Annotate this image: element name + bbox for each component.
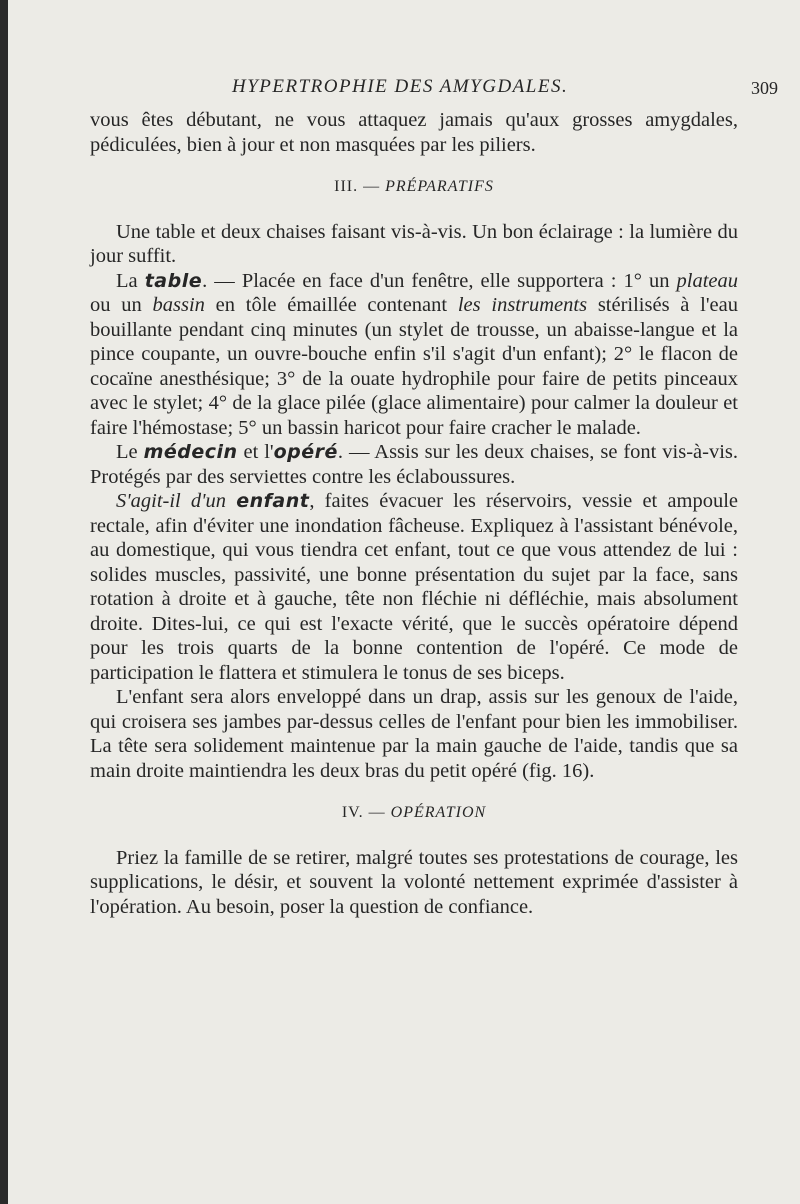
text-run: stérilisés à l'eau bouillante pendant cinq minutes (un stylet de trousse, un abaisse-langue et la pince coupante, un ouvre-bouche enfin s'il s'agit d'un enfant); 2° le flacon de cocaïne anesthésique; 3° de la ouate hydrophile pour faire de petits pinceaux avec le stylet; 4° de la glace pilée (glace alimentaire) pour calmer la douleur et faire l'hémostase; 5° un bassin haricot pour faire cracher le malade.: [90, 294, 738, 439]
paragraph-enfant: [90, 489, 738, 685]
text-run: La: [116, 269, 138, 292]
text-run: . — Assis sur les deux chaises, se font vis-à-vis. Protégés par des serviettes contre les éclaboussures.: [90, 441, 739, 488]
section-heading-operation: [90, 801, 738, 826]
section-title: PRÉPARATIFS: [385, 178, 494, 195]
term-enfant: enfant: [236, 490, 310, 512]
paragraph-medecin: [90, 440, 738, 489]
text-run: ou un: [90, 294, 142, 316]
page-body: [90, 108, 738, 919]
paragraph-table-intro: Une table et deux chaises faisant vis-à-vis. Un bon éclairage : la lumière du jour suffit.: [90, 220, 738, 267]
term-bassin: bassin: [152, 294, 205, 316]
page-number: 309: [751, 78, 778, 98]
text-run-italic: S'agit-il d'un: [116, 490, 227, 512]
text-run: . — Placée en face d'un fenêtre, elle supportera : 1° un: [202, 269, 670, 292]
term-plateau: plateau: [676, 269, 739, 292]
text-run: , faites évacuer les réservoirs, vessie et ampoule rectale, afin d'éviter une inondation fâcheuse. Expliquez à l'assistant bénévole, au domestique, qui vous tiendra cet enfant, tout ce que vous attendez de lui : solides muscles, passivité, une bonne présentation du sujet par la face, sans rotation à droite et à gauche, tête non fléchie ni défléchie, mais absolument droite. Dites-lui, ce qui est l'exacte vérité, que le succès opératoire dépend pour les trois quarts de la bonne contention de l'opéré. Ce mode de participation le flattera et stimulera le tonus de ses biceps.: [90, 490, 738, 684]
text-run: en tôle émaillée contenant: [215, 294, 448, 316]
term-medecin: médecin: [143, 441, 238, 463]
paragraph-famille: Priez la famille de se retirer, malgré toutes ses protestations de courage, les supplications, le désir, et souvent la volonté nettement exprimée d'assister à l'opération. Au besoin, poser la question de confiance.: [90, 846, 738, 918]
term-table: table: [144, 269, 203, 292]
section-heading-preparatifs: [90, 175, 738, 200]
text-run: Le: [116, 441, 138, 463]
running-title: HYPERTROPHIE DES AMYGDALES.: [232, 76, 569, 97]
term-instruments: les instruments: [457, 294, 588, 316]
text-run: et l': [243, 441, 274, 463]
section-number: IV. —: [341, 804, 386, 821]
paragraph-table: [90, 269, 738, 441]
term-opere: opéré: [273, 441, 338, 463]
book-page: [8, 0, 800, 1204]
paragraph-drap: L'enfant sera alors enveloppé dans un drap, assis sur les genoux de l'aide, qui croisera ses jambes par-dessus celles de l'enfant pour bien les immobiliser. La tête sera solidement maintenue par la main gauche de l'aide, tandis que sa main droite maintiendra les deux bras du petit opéré (fig. 16).: [90, 686, 738, 782]
intro-paragraph: vous êtes débutant, ne vous attaquez jamais qu'aux grosses amygdales, pédiculées, bien à jour et non masquées par les piliers.: [90, 109, 738, 156]
page-header: [8, 76, 800, 100]
section-number: III. —: [334, 178, 381, 195]
section-title: OPÉRATION: [390, 804, 487, 821]
